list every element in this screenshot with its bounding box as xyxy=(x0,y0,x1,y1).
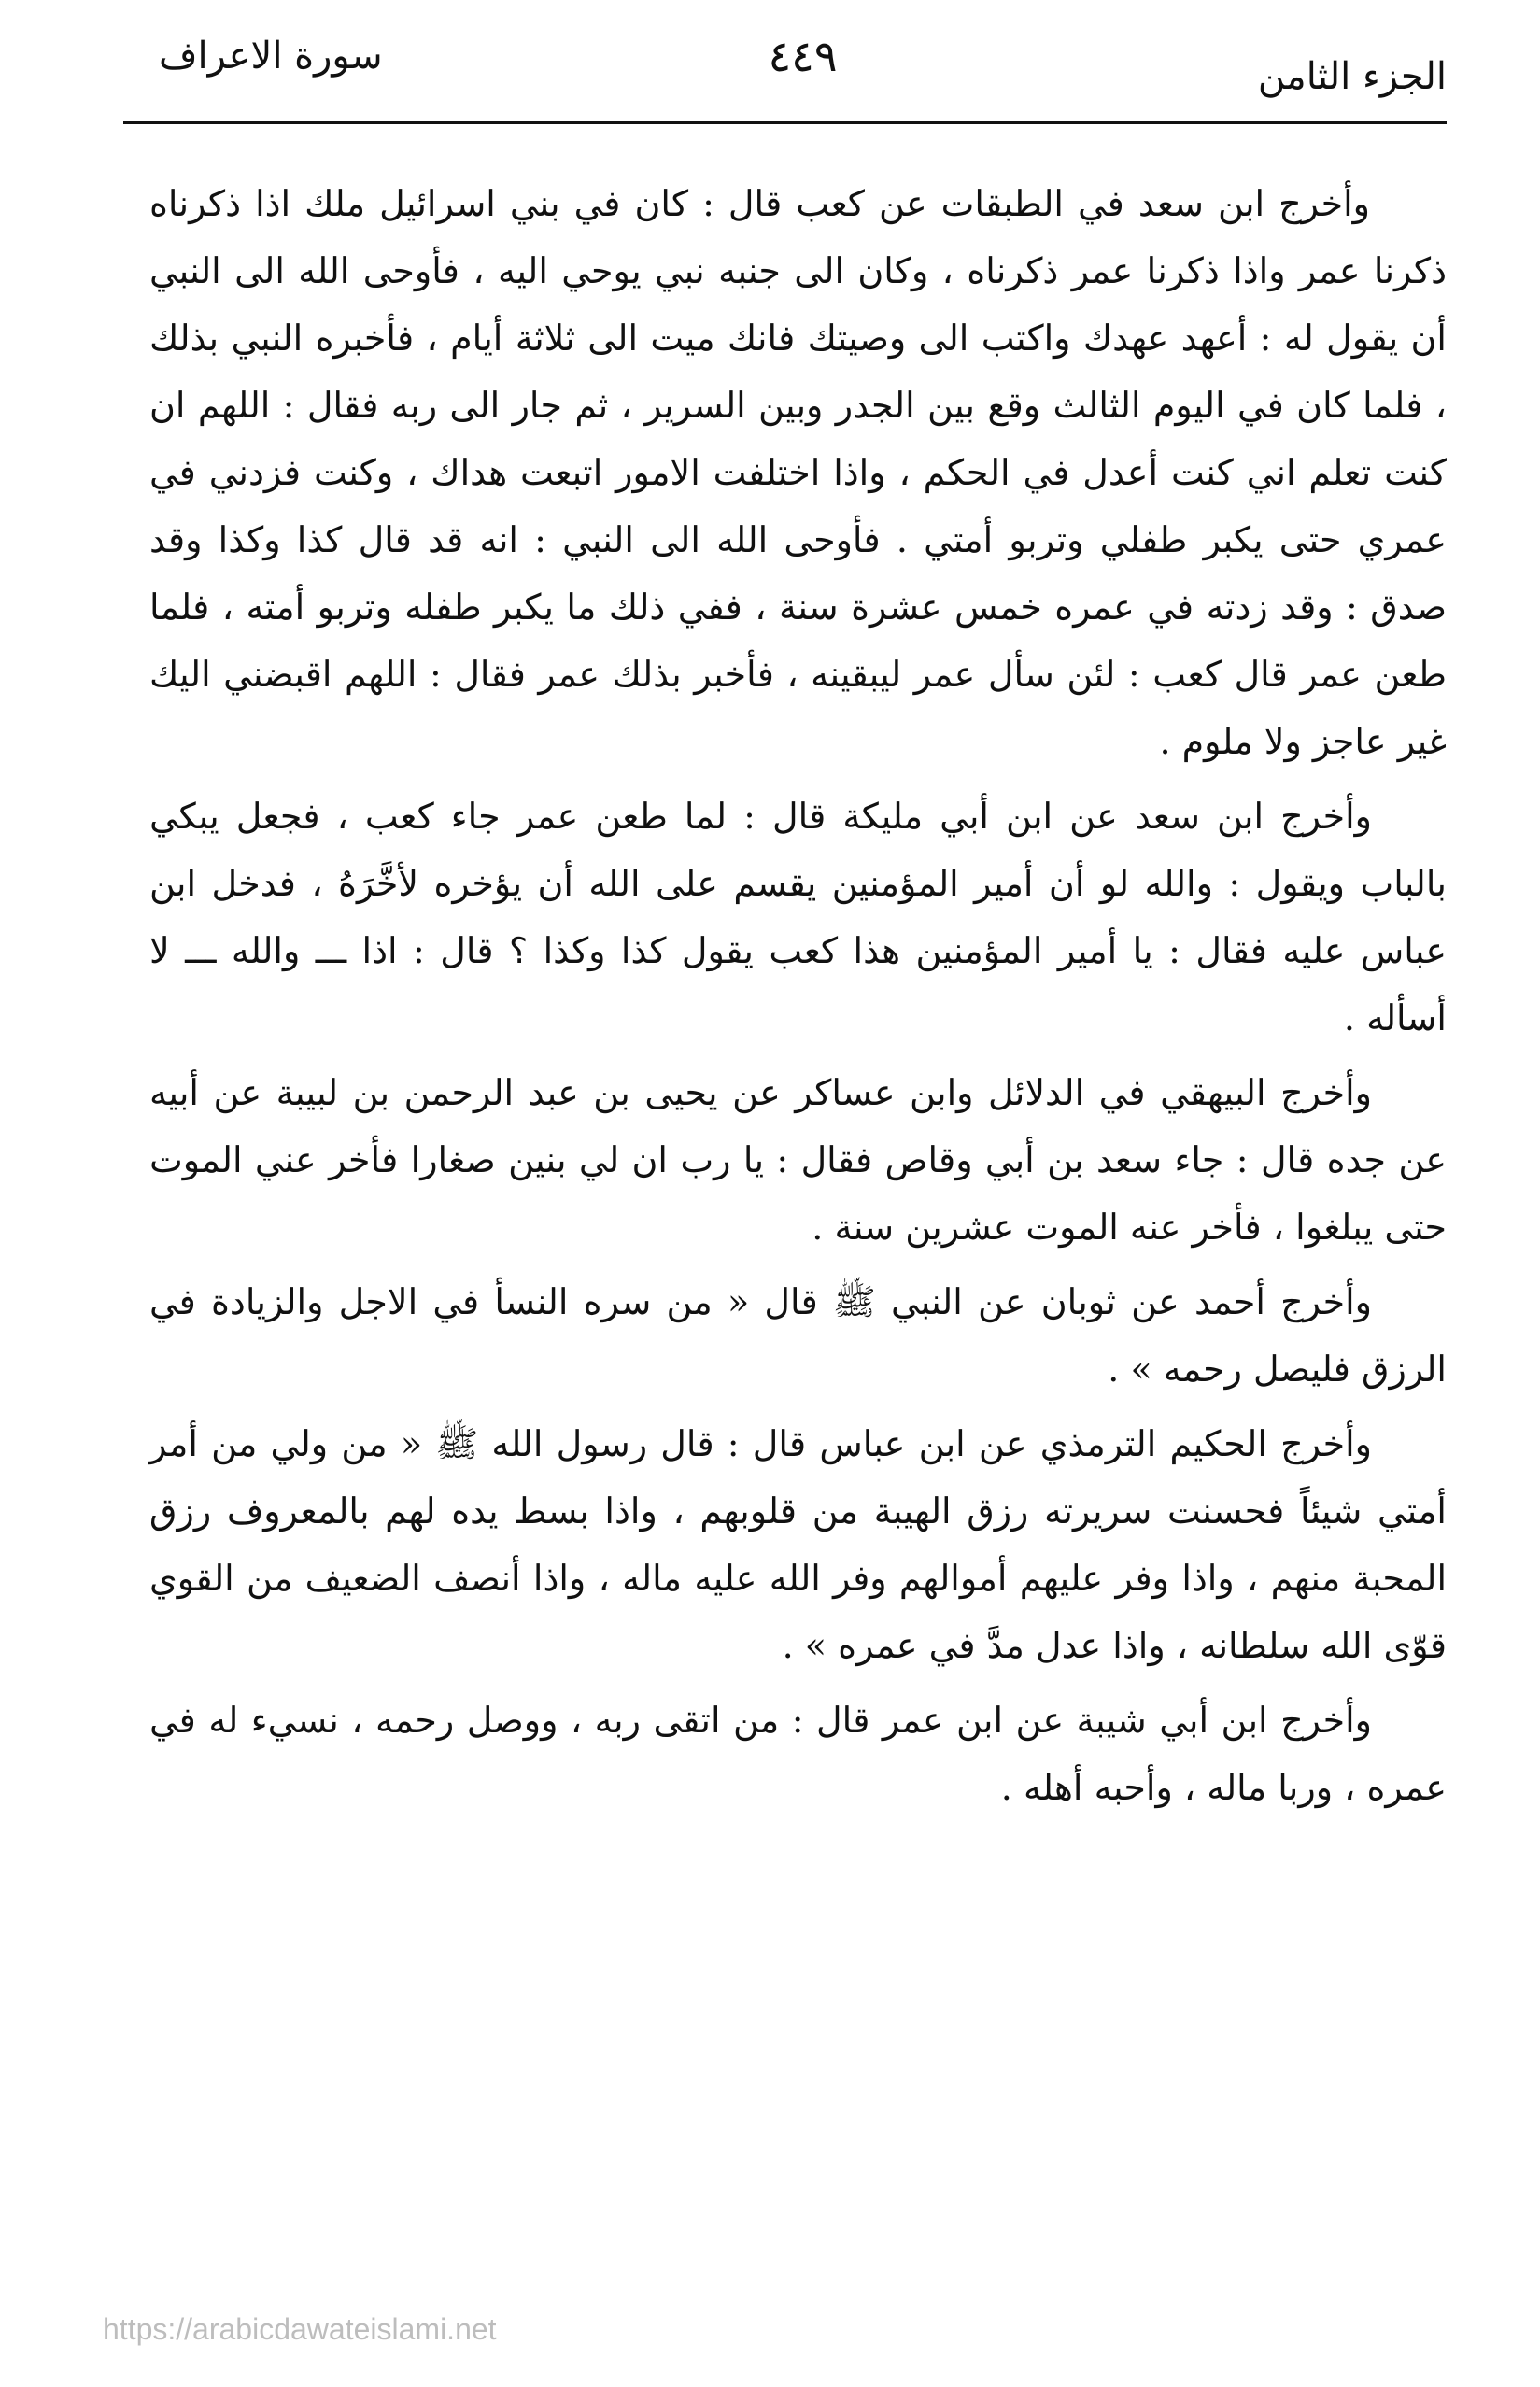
paragraph-ibn-saad-kaab: وأخرج ابن سعد في الطبقات عن كعب قال : كان في بني اسرائيل ملك اذا ذكرناه ذكرنا عمر واذا ذكرنا عمر ذكرناه ، وكان الى جنبه نبي يوحي اليه ، فأوحى الله الى النبي أن يقول له : أعهد عهدك واكتب الى وصيتك فانك ميت الى ثلاثة أيام ، فأخبره النبي بذلك ، فلما كان في اليوم الثالث وقع بين الجدر وبين السرير ، ثم جار الى ربه فقال : اللهم ان كنت تعلم اني كنت أعدل في الحكم ، واذا اختلفت الامور اتبعت هداك ، وكنت فزدني في عمري حتى يكبر طفلي وتربو أمتي . فأوحى الله الى النبي : انه قد قال كذا وكذا وقد صدق : وقد زدته في عمره خمس عشرة سنة ، ففي ذلك ما يكبر طفله وتربو أمته ، فلما طعن عمر قال كعب : لئن سأل عمر ليبقينه ، فأخبر بذلك عمر فقال : اللهم اقبضني اليك غير عاجز ولا ملوم . xyxy=(149,183,1447,762)
part-label: الجزء الثامن xyxy=(1257,55,1447,98)
header-rule xyxy=(123,121,1447,124)
paragraph-ibn-abi-mulaika: وأخرج ابن سعد عن ابن أبي مليكة قال : لما طعن عمر جاء كعب ، فجعل يبكي بالباب ويقول : والله لو أن أمير المؤمنين يقسم على الله أن يؤخره لأخَّرَهُ ، فدخل ابن عباس عليه فقال : يا أمير المؤمنين هذا كعب يقول كذا وكذا ؟ قال : اذا ـــ والله ـــ لا أسأله . xyxy=(149,796,1447,1038)
paragraph-bayhaqi: وأخرج البيهقي في الدلائل وابن عساكر عن يحيى بن عبد الرحمن بن لبيبة عن أبيه عن جده قال : جاء سعد بن أبي وقاص فقال : يا رب ان لي بنين صغارا فأخر عني الموت حتى يبلغوا ، فأخر عنه الموت عشرين سنة . xyxy=(149,1072,1447,1248)
page-body xyxy=(149,170,1447,1829)
page-number: ٤٤٩ xyxy=(768,31,838,81)
paragraph-hakim-tirmidhi: وأخرج الحكيم الترمذي عن ابن عباس قال : قال رسول الله ﷺ « من ولي من أمر أمتي شيئاً فحسنت سريرته رزق الهيبة من قلوبهم ، واذا بسط يده لهم بالمعروف رزق المحبة منهم ، واذا وفر عليهم أموالهم وفر الله عليه ماله ، واذا أنصف الضعيف من القوي قوّى الله سلطانه ، واذا عدل مدَّ في عمره » . xyxy=(149,1423,1447,1666)
watermark-url: https://arabicdawateislami.net xyxy=(103,2312,497,2346)
paragraph-ahmad-thawban: وأخرج أحمد عن ثوبان عن النبي ﷺ قال « من سره النسأ في الاجل والزيادة في الرزق فليصل رحمه » . xyxy=(149,1281,1447,1390)
paragraph-ibn-abi-shayba: وأخرج ابن أبي شيبة عن ابن عمر قال : من اتقى ربه ، ووصل رحمه ، نسيء له في عمره ، وربا ماله ، وأحبه أهله . xyxy=(149,1700,1447,1808)
surah-title: سورة الاعراف xyxy=(159,35,383,78)
running-header xyxy=(159,28,1447,112)
